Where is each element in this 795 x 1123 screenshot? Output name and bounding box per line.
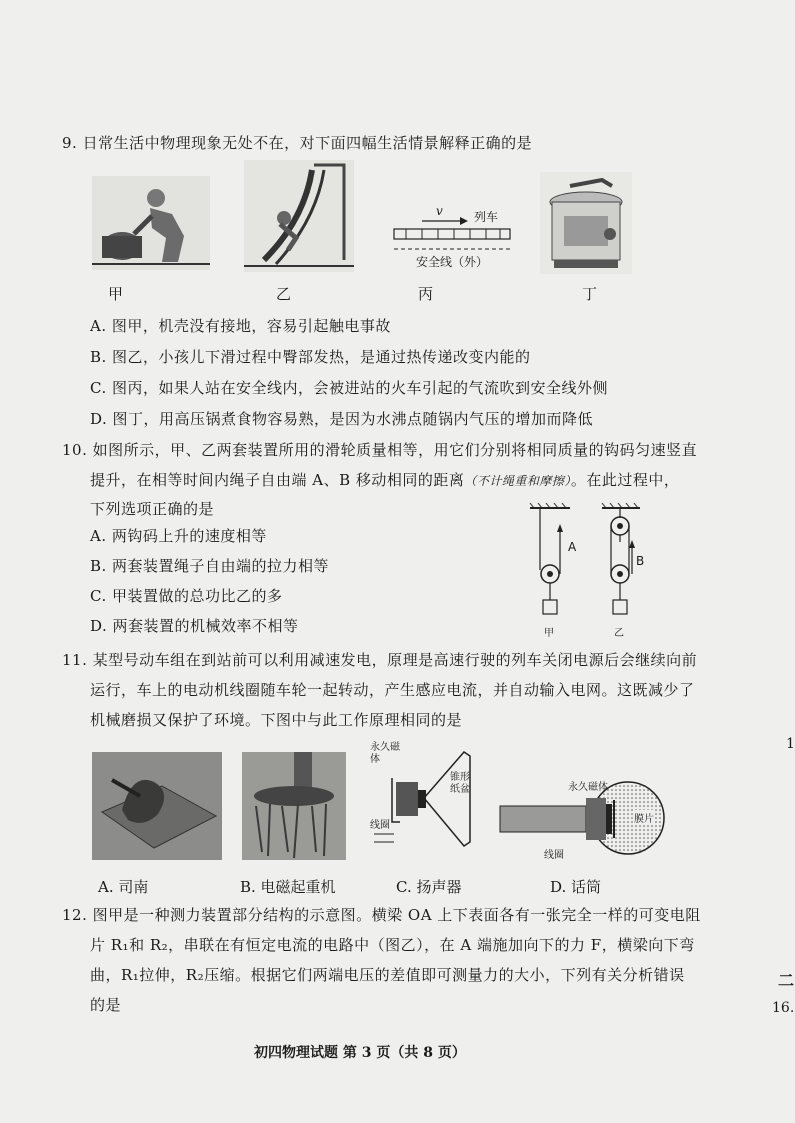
safety-line-label: 安全线（外） — [416, 255, 489, 269]
mic-magnet-label: 永久磁体 — [568, 782, 608, 793]
q10-option-c: C. 甲装置做的总功比乙的多 — [90, 587, 283, 605]
q10-option-d: D. 两套装置的机械效率不相等 — [90, 617, 299, 635]
pulley-jia-label: 甲 — [544, 628, 554, 639]
pulley-yi-label: 乙 — [614, 628, 624, 639]
q9-option-d: D. 图丁，用高压锅煮食物容易熟，是因为水沸点随锅内气压的增加而降低 — [90, 410, 594, 428]
caption-bing: 丙 — [418, 285, 434, 303]
speaker-magnet-label: 永久磁体 — [370, 742, 400, 765]
caption-yi: 乙 — [276, 285, 292, 303]
q11-line1: 11. 某型号动车组在到站前可以利用减速发电，原理是高速行驶的列车关闭电源后会继续向前 — [62, 651, 698, 669]
mic-diaphragm-label: 膜片 — [634, 810, 654, 825]
q9-figure-yi — [244, 160, 354, 272]
q10-option-a: A. 两钩码上升的速度相等 — [90, 527, 267, 545]
caption-ding: 丁 — [582, 285, 598, 303]
q11-caption-a: A. 司南 — [98, 878, 149, 896]
q12-line2: 片 R₁和 R₂，串联在有恒定电流的电路中（图乙），在 A 端施加向下的力 F，横梁向下弯 — [90, 936, 695, 954]
speaker-coil-label: 线圈 — [370, 820, 390, 831]
q11-caption-d: D. 话筒 — [550, 878, 602, 896]
page-footer: 初四物理试题 第 3 页（共 8 页） — [254, 1045, 466, 1061]
margin-fragment-1: 1 — [786, 736, 795, 752]
caption-jia: 甲 — [108, 285, 124, 303]
q9-figure-ding — [540, 172, 632, 274]
rope-end-a-label: A — [568, 540, 577, 554]
q11-crane-photo — [242, 752, 346, 860]
q11-caption-b: B. 电磁起重机 — [240, 878, 336, 896]
q11-sinan-photo — [92, 752, 222, 860]
margin-fragment-3: 16. — [772, 1000, 795, 1016]
q12-line3: 曲，R₁拉伸，R₂压缩。根据它们两端电压的差值即可测量力的大小，下列有关分析错误 — [90, 966, 685, 984]
q10-line2: 提升，在相等时间内绳子自由端 A、B 移动相同的距离（不计绳重和摩擦）。在此过程中， — [90, 471, 680, 489]
q12-line4: 的是 — [90, 996, 122, 1014]
q9-figure-jia — [92, 176, 210, 270]
q11-microphone-diagram — [498, 776, 668, 862]
q11-caption-c: C. 扬声器 — [396, 878, 462, 896]
q11-line3: 机械磨损又保护了环境。下图中与此工作原理相同的是 — [90, 711, 463, 729]
mic-coil-label: 线圈 — [544, 850, 564, 861]
speaker-cone-label: 锥形纸盆 — [450, 772, 470, 795]
q11-speaker-diagram — [366, 738, 478, 860]
q9-figure-bing — [392, 205, 514, 275]
q9-option-c: C. 图丙，如果人站在安全线内，会被进站的火车引起的气流吹到安全线外侧 — [90, 379, 608, 397]
q10-line3: 下列选项正确的是 — [90, 500, 215, 518]
q10-pulley-figure — [520, 502, 650, 642]
velocity-label: v — [436, 204, 443, 218]
rope-end-b-label: B — [636, 554, 645, 568]
q11-line2: 运行，车上的电动机线圈随车轮一起转动，产生感应电流，并自动输入电网。这既减少了 — [90, 681, 695, 699]
q9-option-b: B. 图乙，小孩儿下滑过程中臀部发热，是通过热传递改变内能的 — [90, 348, 531, 366]
q9-option-a: A. 图甲，机壳没有接地，容易引起触电事故 — [90, 317, 391, 335]
q12-line1: 12. 图甲是一种测力装置部分结构的示意图。横梁 OA 上下表面各有一张完全一样的可变电阻 — [62, 906, 701, 924]
q10-option-b: B. 两套装置绳子自由端的拉力相等 — [90, 557, 330, 575]
margin-fragment-2: 二 — [778, 971, 795, 990]
q9-stem: 9. 日常生活中物理现象无处不在，对下面四幅生活情景解释正确的是 — [62, 134, 533, 152]
q10-line1: 10. 如图所示，甲、乙两套装置所用的滑轮质量相等，用它们分别将相同质量的钩码匀速竖直 — [62, 441, 698, 459]
train-label: 列车 — [474, 210, 499, 224]
